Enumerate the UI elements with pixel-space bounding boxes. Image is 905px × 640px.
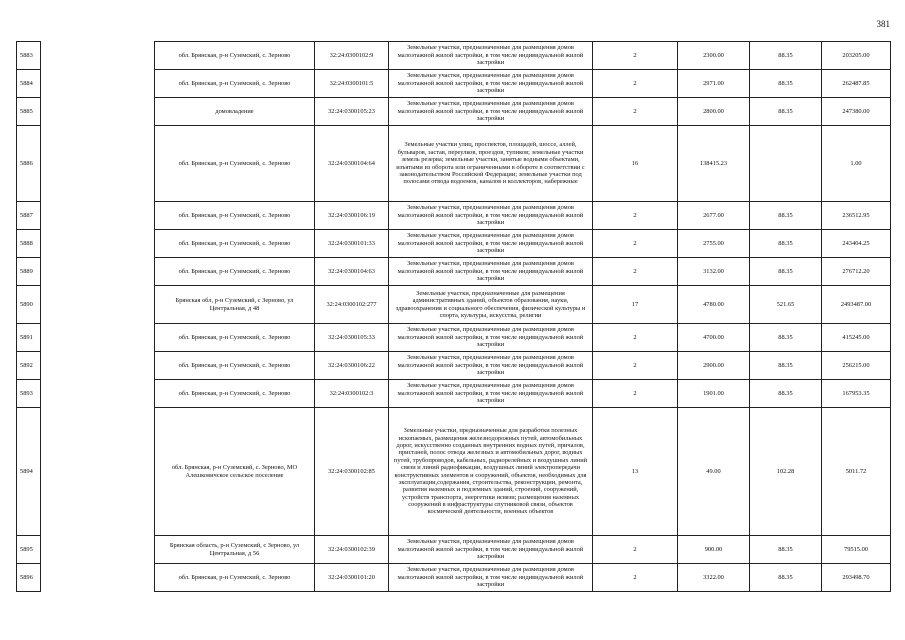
- table-row: [17, 258, 891, 286]
- cadastral-value-cell: 236512.95: [822, 202, 891, 230]
- cadastral-value-cell: 2493487.00: [822, 286, 891, 324]
- land-use-cell: Земельные участки, предназначенные для разработки полезных ископаемых, размещения железнодорожных путей, автомобильных дорог, искусственно созданных внутренних водных путей, причалов, пристаней, полос отвода железных и автомобильных дорог, водных путей, трубопроводов, кабельных, радиорелейных и воздушных линий связи и линий радиофикации, воздушных линий электропередачи конструктивных элементов и сооружений, объектов, необходимых для эксплуатации,содержания, строительства, реконструкции, ремонта, развития наземных и подземных зданий, строений, сооружений, устройств транспорта, энергетики исвязи; размещения наземных сооружений в инфраструктуры спутниковой связи, объектов космической деятельности, военных объектов: [389, 408, 593, 536]
- land-use-cell: Земельные участки, предназначенные для размещения домов малоэтажной жилой застройки, в том числе индивидуальной жилой застройки: [389, 564, 593, 592]
- spacer-cell: [41, 202, 155, 230]
- area-cell: 4700.00: [678, 324, 750, 352]
- row-number: 5887: [17, 202, 41, 230]
- cadastral-number-cell: 32:24:0300106:19: [315, 202, 389, 230]
- table-body: [17, 42, 891, 592]
- row-number: 5886: [17, 126, 41, 202]
- cadastral-number-cell: 32:24:0300102:9: [315, 42, 389, 70]
- cadastral-number-cell: 32:24:0300102:277: [315, 286, 389, 324]
- cadastral-number-cell: 32:24:0300101:20: [315, 564, 389, 592]
- rate-cell: 88.35: [750, 42, 822, 70]
- group-cell: 2: [593, 324, 678, 352]
- cadastral-number-cell: 32:24:0300105:33: [315, 324, 389, 352]
- table-row: [17, 202, 891, 230]
- table-row: [17, 126, 891, 202]
- group-cell: 2: [593, 380, 678, 408]
- spacer-cell: [41, 258, 155, 286]
- row-number: 5896: [17, 564, 41, 592]
- rate-cell: 88.35: [750, 564, 822, 592]
- table-row: [17, 70, 891, 98]
- address-cell: обл. Брянская, р-н Суземский, с. Зерново: [155, 126, 315, 202]
- cadastral-value-cell: 5011.72: [822, 408, 891, 536]
- row-number: 5895: [17, 536, 41, 564]
- table-row: [17, 380, 891, 408]
- rate-cell: 88.35: [750, 380, 822, 408]
- rate-cell: 88.35: [750, 202, 822, 230]
- group-cell: 2: [593, 536, 678, 564]
- land-use-cell: Земельные участки, предназначенные для размещения домов малоэтажной жилой застройки, в том числе индивидуальной жилой застройки: [389, 352, 593, 380]
- cadastral-number-cell: 32:24:0300101:33: [315, 230, 389, 258]
- group-cell: 17: [593, 286, 678, 324]
- spacer-cell: [41, 98, 155, 126]
- group-cell: 2: [593, 42, 678, 70]
- cadastral-value-cell: 243404.25: [822, 230, 891, 258]
- land-use-cell: Земельные участки, предназначенные для размещения домов малоэтажной жилой застройки, в том числе индивидуальной жилой застройки: [389, 536, 593, 564]
- area-cell: 2900.00: [678, 352, 750, 380]
- cadastral-number-cell: 32:24:0300106:22: [315, 352, 389, 380]
- address-cell: обл. Брянская, р-н Суземский, с. Зерново: [155, 202, 315, 230]
- address-cell: Брянская область, р-н Суземский, с Зерново, ул Центральная, д 56: [155, 536, 315, 564]
- address-cell: Брянская обл, р-н Суземский, с Зерново, ул Центральная, д 48: [155, 286, 315, 324]
- table-row: [17, 352, 891, 380]
- spacer-cell: [41, 352, 155, 380]
- land-use-cell: Земельные участки, предназначенные для размещения административных зданий, объектов образования, науки, здравоохранения и социального обеспечения, физической культуры и спорта, культуры, искусства, религии: [389, 286, 593, 324]
- address-cell: обл. Брянская, р-н Суземский, с. Зерново: [155, 230, 315, 258]
- group-cell: 13: [593, 408, 678, 536]
- rate-cell: 102.28: [750, 408, 822, 536]
- cadastral-value-cell: 276712.20: [822, 258, 891, 286]
- cadastral-number-cell: 32:24:0300104:63: [315, 258, 389, 286]
- spacer-cell: [41, 126, 155, 202]
- cadastral-value-cell: 262487.85: [822, 70, 891, 98]
- cadastral-number-cell: 32:24:0300104:64: [315, 126, 389, 202]
- table-row: [17, 536, 891, 564]
- row-number: 5893: [17, 380, 41, 408]
- area-cell: 3322.00: [678, 564, 750, 592]
- address-cell: обл. Брянская, р-н Суземский, с. Зерново, МО Алешковичское сельское поселение: [155, 408, 315, 536]
- cadastral-value-cell: 256215.00: [822, 352, 891, 380]
- row-number: 5894: [17, 408, 41, 536]
- rate-cell: 88.35: [750, 324, 822, 352]
- rate-cell: 88.35: [750, 70, 822, 98]
- land-use-cell: Земельные участки, предназначенные для размещения домов малоэтажной жилой застройки, в том числе индивидуальной жилой застройки: [389, 258, 593, 286]
- row-number: 5884: [17, 70, 41, 98]
- area-cell: 1901.00: [678, 380, 750, 408]
- land-use-cell: Земельные участки улиц, проспектов, площадей, шоссе, аллей, бульваров, застав, переулков, проездов, тупиков; земельные участки земель резерва; земельные участки, занятые водными объектами, изъятыми из оборота или ограниченными в обороте в соответствии с законодательством Российской Федерации; земельные участки под полосами отвода водоемов, каналов и коллекторов, набережные: [389, 126, 593, 202]
- table-row: [17, 408, 891, 536]
- address-cell: обл. Брянская, р-н Суземский, с. Зерново: [155, 564, 315, 592]
- row-number: 5885: [17, 98, 41, 126]
- group-cell: 2: [593, 230, 678, 258]
- table-row: [17, 98, 891, 126]
- area-cell: 2800.00: [678, 98, 750, 126]
- spacer-cell: [41, 408, 155, 536]
- rate-cell: 88.35: [750, 352, 822, 380]
- land-use-cell: Земельные участки, предназначенные для размещения домов малоэтажной жилой застройки, в том числе индивидуальной жилой застройки: [389, 202, 593, 230]
- address-cell: домовладение: [155, 98, 315, 126]
- cadastral-value-cell: 203205.00: [822, 42, 891, 70]
- area-cell: 2677.00: [678, 202, 750, 230]
- row-number: 5891: [17, 324, 41, 352]
- table-row: [17, 42, 891, 70]
- cadastral-value-cell: 415245.00: [822, 324, 891, 352]
- area-cell: 138415.23: [678, 126, 750, 202]
- row-number: 5883: [17, 42, 41, 70]
- group-cell: 2: [593, 564, 678, 592]
- land-use-cell: Земельные участки, предназначенные для размещения домов малоэтажной жилой застройки, в том числе индивидуальной жилой застройки: [389, 70, 593, 98]
- address-cell: обл. Брянская, р-н Суземский, с. Зерново: [155, 324, 315, 352]
- spacer-cell: [41, 324, 155, 352]
- area-cell: 2971.00: [678, 70, 750, 98]
- land-use-cell: Земельные участки, предназначенные для размещения домов малоэтажной жилой застройки, в том числе индивидуальной жилой застройки: [389, 230, 593, 258]
- land-use-cell: Земельные участки, предназначенные для размещения домов малоэтажной жилой застройки, в том числе индивидуальной жилой застройки: [389, 324, 593, 352]
- area-cell: 2300.00: [678, 42, 750, 70]
- cadastral-number-cell: 32:24:0300102:3: [315, 380, 389, 408]
- cadastral-number-cell: 32:24:0300101:5: [315, 70, 389, 98]
- land-use-cell: Земельные участки, предназначенные для размещения домов малоэтажной жилой застройки, в том числе индивидуальной жилой застройки: [389, 98, 593, 126]
- cadastral-value-cell: 167953.35: [822, 380, 891, 408]
- area-cell: 900.00: [678, 536, 750, 564]
- rate-cell: [750, 126, 822, 202]
- address-cell: обл. Брянская, р-н Суземский, с. Зерново: [155, 352, 315, 380]
- cadastral-number-cell: 32:24:0300102:85: [315, 408, 389, 536]
- group-cell: 2: [593, 98, 678, 126]
- cadastral-value-cell: 293498.70: [822, 564, 891, 592]
- group-cell: 16: [593, 126, 678, 202]
- table-row: [17, 564, 891, 592]
- group-cell: 2: [593, 352, 678, 380]
- spacer-cell: [41, 536, 155, 564]
- cadastral-value-cell: 247380.00: [822, 98, 891, 126]
- cadastral-number-cell: 32:24:0300102:39: [315, 536, 389, 564]
- area-cell: 2755.00: [678, 230, 750, 258]
- table-row: [17, 286, 891, 324]
- rate-cell: 88.35: [750, 258, 822, 286]
- spacer-cell: [41, 42, 155, 70]
- spacer-cell: [41, 564, 155, 592]
- group-cell: 2: [593, 258, 678, 286]
- rate-cell: 88.35: [750, 536, 822, 564]
- spacer-cell: [41, 230, 155, 258]
- group-cell: 2: [593, 202, 678, 230]
- row-number: 5890: [17, 286, 41, 324]
- address-cell: обл. Брянская, р-н Суземский, с. Зерново: [155, 258, 315, 286]
- group-cell: 2: [593, 70, 678, 98]
- table-row: [17, 324, 891, 352]
- table-row: [17, 230, 891, 258]
- area-cell: 4780.00: [678, 286, 750, 324]
- area-cell: 49.00: [678, 408, 750, 536]
- spacer-cell: [41, 286, 155, 324]
- address-cell: обл. Брянская, р-н Суземский, с. Зерново: [155, 380, 315, 408]
- row-number: 5888: [17, 230, 41, 258]
- address-cell: обл. Брянская, р-н Суземский, с. Зерново: [155, 42, 315, 70]
- row-number: 5889: [17, 258, 41, 286]
- cadastral-value-cell: 1.00: [822, 126, 891, 202]
- cadastral-number-cell: 32:24:0300105:23: [315, 98, 389, 126]
- cadastral-value-cell: 79515.00: [822, 536, 891, 564]
- area-cell: 3132.00: [678, 258, 750, 286]
- rate-cell: 521.65: [750, 286, 822, 324]
- spacer-cell: [41, 380, 155, 408]
- land-registry-table: [16, 41, 891, 592]
- land-use-cell: Земельные участки, предназначенные для размещения домов малоэтажной жилой застройки, в том числе индивидуальной жилой застройки: [389, 42, 593, 70]
- land-use-cell: Земельные участки, предназначенные для размещения домов малоэтажной жилой застройки, в том числе индивидуальной жилой застройки: [389, 380, 593, 408]
- address-cell: обл. Брянская, р-н Суземский, с. Зерново: [155, 70, 315, 98]
- rate-cell: 88.35: [750, 230, 822, 258]
- rate-cell: 88.35: [750, 98, 822, 126]
- page-number: 381: [876, 19, 890, 29]
- spacer-cell: [41, 70, 155, 98]
- row-number: 5892: [17, 352, 41, 380]
